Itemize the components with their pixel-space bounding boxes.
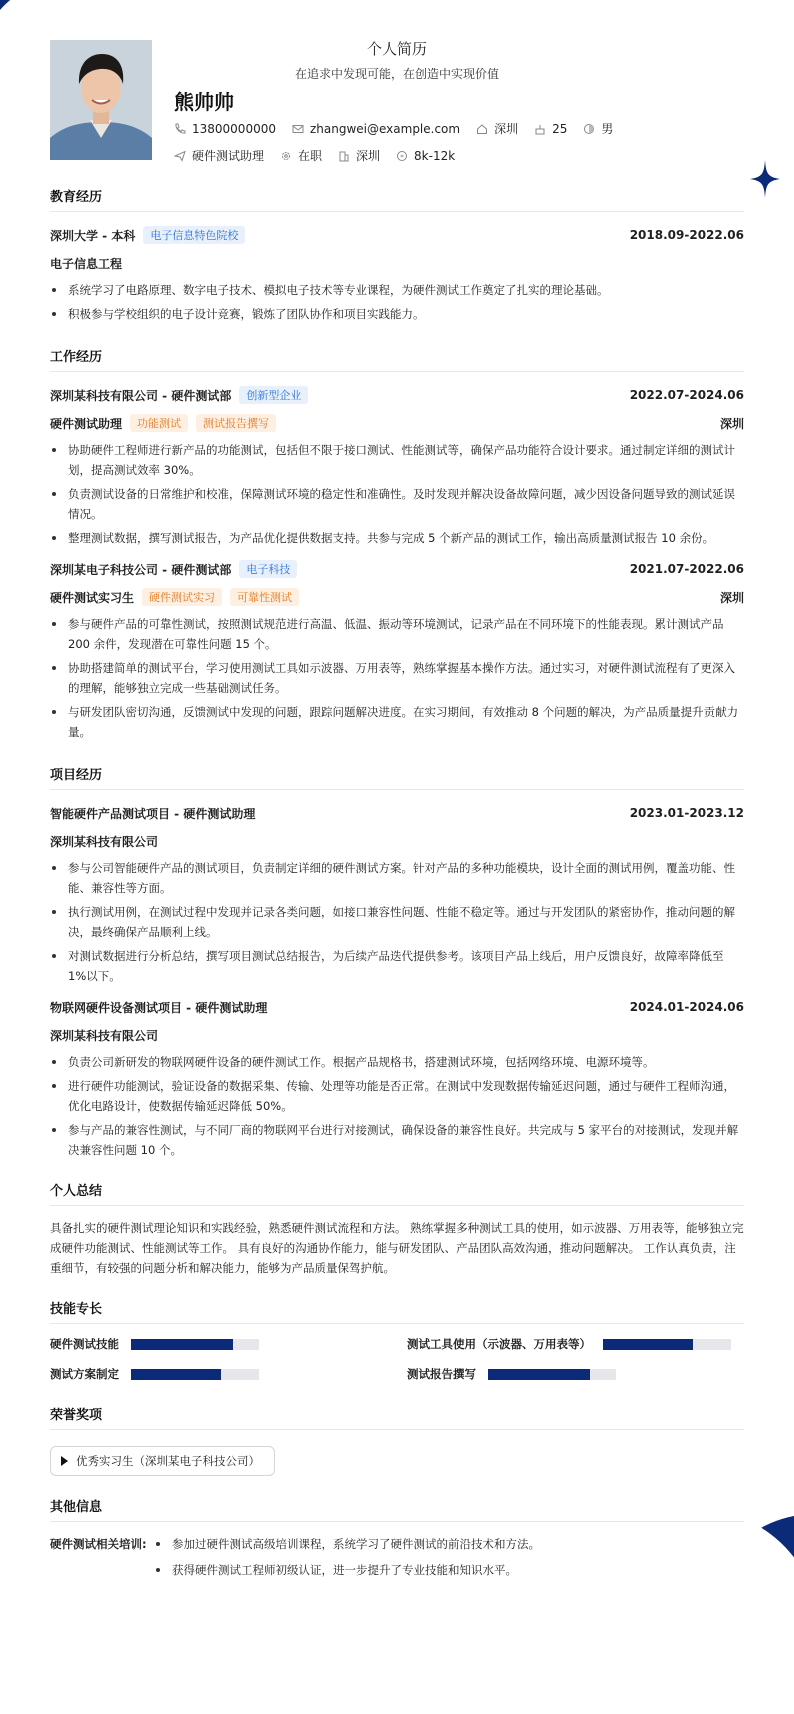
skill-item: [50, 1366, 387, 1382]
section-title: 工作经历: [50, 346, 744, 372]
skill-bar-fill: [131, 1339, 233, 1350]
job-target-info: [174, 147, 264, 164]
candidate-name: 熊帅帅: [174, 90, 234, 114]
school-name: 深圳大学 - 本科: [50, 228, 136, 243]
skill-bar-fill: [603, 1339, 693, 1350]
role-tag: 可靠性测试: [230, 588, 299, 606]
list-item: 积极参与学校组织的电子设计竞赛，锻炼了团队协作和项目实践能力。: [50, 304, 744, 324]
project-entry: [50, 802, 744, 986]
summary-section: [50, 1180, 744, 1278]
list-item: 参与产品的兼容性测试，与不同厂商的物联网平台进行对接测试，确保设备的兼容性良好。共完成与 5 家平台的对接测试，发现并解决兼容性问题 10 个。: [50, 1120, 744, 1160]
project-org-row: [50, 830, 744, 852]
entry-date: 2018.09-2022.06: [629, 228, 744, 242]
skill-bar-fill: [488, 1369, 590, 1380]
gender-icon: [583, 123, 595, 135]
company-tag: 电子科技: [239, 560, 297, 578]
target-city-info: [338, 147, 380, 164]
list-item: 协助搭建简单的测试平台，学习使用测试工具如示波器、万用表等，熟练掌握基本操作方法。通过实习，对硬件测试流程有了更深入的理解，能够独立完成一些基础测试任务。: [50, 658, 744, 698]
skill-name: 测试工具使用（示波器、万用表等）: [407, 1337, 591, 1351]
education-section: [50, 186, 744, 324]
school-tag: 电子信息特色院校: [143, 226, 245, 244]
honors-section: [50, 1404, 744, 1476]
role-row: [50, 586, 744, 608]
motto: 在追求中发现可能，在创造中实现价值: [294, 67, 499, 81]
role-tag: 硬件测试实习: [142, 588, 222, 606]
role-row: [50, 412, 744, 434]
list-item: 参加过硬件测试高级培训课程，系统学习了硬件测试的前沿技术和方法。: [154, 1534, 540, 1554]
work-entry: [50, 384, 744, 548]
bullet-list: [50, 1052, 744, 1160]
skill-bar: [131, 1369, 259, 1380]
other-section: [50, 1496, 744, 1586]
building-icon: [338, 150, 350, 162]
education-entry: [50, 224, 744, 324]
award-item[interactable]: [50, 1446, 275, 1476]
company-name: 深圳某电子科技公司 - 硬件测试部: [50, 562, 232, 577]
list-item: 获得硬件测试工程师初级认证，进一步提升了专业技能和知识水平。: [154, 1560, 540, 1580]
bullet-list: [50, 280, 744, 324]
send-icon: [174, 150, 186, 162]
section-title: 其他信息: [50, 1496, 744, 1522]
skill-name: 测试报告撰写: [407, 1367, 476, 1381]
job-intent-row: [174, 147, 471, 164]
status-text: 在职: [298, 149, 323, 163]
list-item: 协助硬件工程师进行新产品的功能测试，包括但不限于接口测试、性能测试等，确保产品功能符合设计要求。通过制定详细的测试计划，提高测试效率 30%。: [50, 440, 744, 480]
skills-section: [50, 1298, 744, 1382]
salary-info: [396, 149, 455, 163]
list-item: 整理测试数据，撰写测试报告，为产品优化提供数据支持。共参与完成 5 个新产品的测试工作，输出高质量测试报告 10 余份。: [50, 528, 744, 548]
age-info: [534, 122, 567, 136]
other-training-row: [50, 1534, 744, 1586]
location-info: [476, 120, 518, 137]
sparkle-icon: [750, 160, 780, 198]
project-name: 物联网硬件设备测试项目 - 硬件测试助理: [50, 1000, 268, 1015]
bullet-list: [50, 858, 744, 986]
list-item: 进行硬件功能测试，验证设备的数据采集、传输、处理等功能是否正常。在测试中发现数据传输延迟问题，通过与硬件工程师沟通，优化电路设计，使数据传输延迟降低 50%。: [50, 1076, 744, 1116]
skill-item: [407, 1366, 744, 1382]
list-item: 参与公司智能硬件产品的测试项目，负责制定详细的硬件测试方案。针对产品的多种功能模块，设计全面的测试用例，覆盖功能、性能、兼容性等方面。: [50, 858, 744, 898]
entry-date: 2021.07-2022.06: [629, 562, 744, 576]
summary-text: 具备扎实的硬件测试理论知识和实践经验，熟悉硬件测试流程和方法。 熟练掌握多种测试工具的使用，如示波器、万用表等，能够独立完成硬件功能测试、性能测试等工作。 具有良好的沟通协作能力，能与研发团队、产品团队高效沟通，推动问题解决。 工作认真负责，注重细节，有较强的问题分析和解决能力，能够为产品质量保驾护航。: [50, 1221, 744, 1275]
age-text: 25: [552, 121, 568, 136]
contact-row: [174, 120, 629, 137]
entry-date: 2023.01-2023.12: [629, 806, 744, 820]
resume-header: [50, 30, 744, 180]
list-item: 与研发团队密切沟通，反馈测试中发现的问题，跟踪问题解决进度。在实习期间，有效推动 8 个问题的解决，为产品质量提升贡献力量。: [50, 702, 744, 742]
company-tag: 创新型企业: [239, 386, 308, 404]
target-city-text: 深圳: [356, 149, 381, 163]
location-text: 深圳: [494, 122, 519, 136]
project-org-row: [50, 1024, 744, 1046]
coin-icon: [396, 150, 408, 162]
list-item: 系统学习了电路原理、数字电子技术、模拟电子技术等专业课程，为硬件测试工作奠定了扎实的理论基础。: [50, 280, 744, 300]
section-title: 教育经历: [50, 186, 744, 212]
gender-info: [583, 120, 613, 137]
role-name: 硬件测试实习生: [50, 590, 135, 605]
skill-item: [50, 1336, 387, 1352]
training-label: 硬件测试相关培训:: [50, 1537, 147, 1551]
project-org: 深圳某科技有限公司: [50, 834, 159, 849]
major-row: [50, 252, 744, 274]
mail-icon: [292, 123, 304, 135]
entry-head: [50, 802, 744, 824]
list-item: 负责测试设备的日常维护和校准，保障测试环境的稳定性和准确性。及时发现并解决设备故障问题，减少因设备问题导致的测试延误情况。: [50, 484, 744, 524]
work-section: [50, 346, 744, 742]
skill-bar: [488, 1369, 616, 1380]
role-tag: 测试报告撰写: [196, 414, 276, 432]
job-target-text: 硬件测试助理: [192, 149, 265, 163]
section-title: 个人总结: [50, 1180, 744, 1206]
list-item: 参与硬件产品的可靠性测试，按照测试规范进行高温、低温、振动等环境测试，记录产品在不同环境下的性能表现。累计测试产品 200 余件，发现潜在可靠性问题 15 个。: [50, 614, 744, 654]
skill-bar: [603, 1339, 731, 1350]
bullet-list: [50, 440, 744, 548]
company-name: 深圳某科技有限公司 - 硬件测试部: [50, 388, 232, 403]
document-title: 个人简历: [366, 40, 427, 58]
entry-date: 2024.01-2024.06: [629, 1000, 744, 1014]
resume-page: [50, 30, 744, 1586]
list-item: 负责公司新研发的物联网硬件设备的硬件测试工作。根据产品规格书，搭建测试环境，包括网络环境、电源环境等。: [50, 1052, 744, 1072]
project-org: 深圳某科技有限公司: [50, 1028, 159, 1043]
role-city: 深圳: [719, 590, 744, 605]
section-title: 荣誉奖项: [50, 1404, 744, 1430]
salary-text: 8k-12k: [414, 148, 456, 163]
gender-text: 男: [601, 122, 614, 136]
section-title: 项目经历: [50, 764, 744, 790]
work-entry: [50, 558, 744, 742]
skill-bar-fill: [131, 1369, 221, 1380]
gear-icon: [280, 150, 292, 162]
cake-icon: [534, 123, 546, 135]
section-title: 技能专长: [50, 1298, 744, 1324]
project-name: 智能硬件产品测试项目 - 硬件测试助理: [50, 806, 256, 821]
role-city: 深圳: [719, 416, 744, 431]
list-item: 执行测试用例，在测试过程中发现并记录各类问题，如接口兼容性问题、性能不稳定等。通过与开发团队的紧密协作，推动问题的解决，最终确保产品顺利上线。: [50, 902, 744, 942]
entry-date: 2022.07-2024.06: [629, 388, 744, 402]
entry-head: [50, 384, 744, 406]
phone-info: [174, 122, 276, 136]
status-info: [280, 147, 322, 164]
entry-head: [50, 996, 744, 1018]
home-icon: [476, 123, 488, 135]
entry-head: [50, 224, 744, 246]
email-text: zhangwei@example.com: [309, 121, 461, 136]
skill-name: 硬件测试技能: [50, 1337, 119, 1351]
bullet-list: [154, 1534, 540, 1586]
project-entry: [50, 996, 744, 1160]
entry-head: [50, 558, 744, 580]
award-text: 优秀实习生（深圳某电子科技公司）: [76, 1454, 260, 1468]
skills-grid: [50, 1336, 744, 1382]
role-name: 硬件测试助理: [50, 416, 123, 431]
phone-icon: [174, 123, 186, 135]
skill-name: 测试方案制定: [50, 1367, 119, 1381]
skill-bar: [131, 1339, 259, 1350]
email-info: [292, 122, 460, 136]
bullet-list: [50, 614, 744, 742]
phone-text: 13800000000: [192, 121, 276, 136]
list-item: 对测试数据进行分析总结，撰写项目测试总结报告，为后续产品迭代提供参考。该项目产品上线后，用户反馈良好，故障率降低至 1%以下。: [50, 946, 744, 986]
major-name: 电子信息工程: [50, 256, 123, 271]
skill-item: [407, 1336, 744, 1352]
role-tag: 功能测试: [130, 414, 188, 432]
projects-section: [50, 764, 744, 1160]
caret-right-icon: [61, 1456, 68, 1466]
